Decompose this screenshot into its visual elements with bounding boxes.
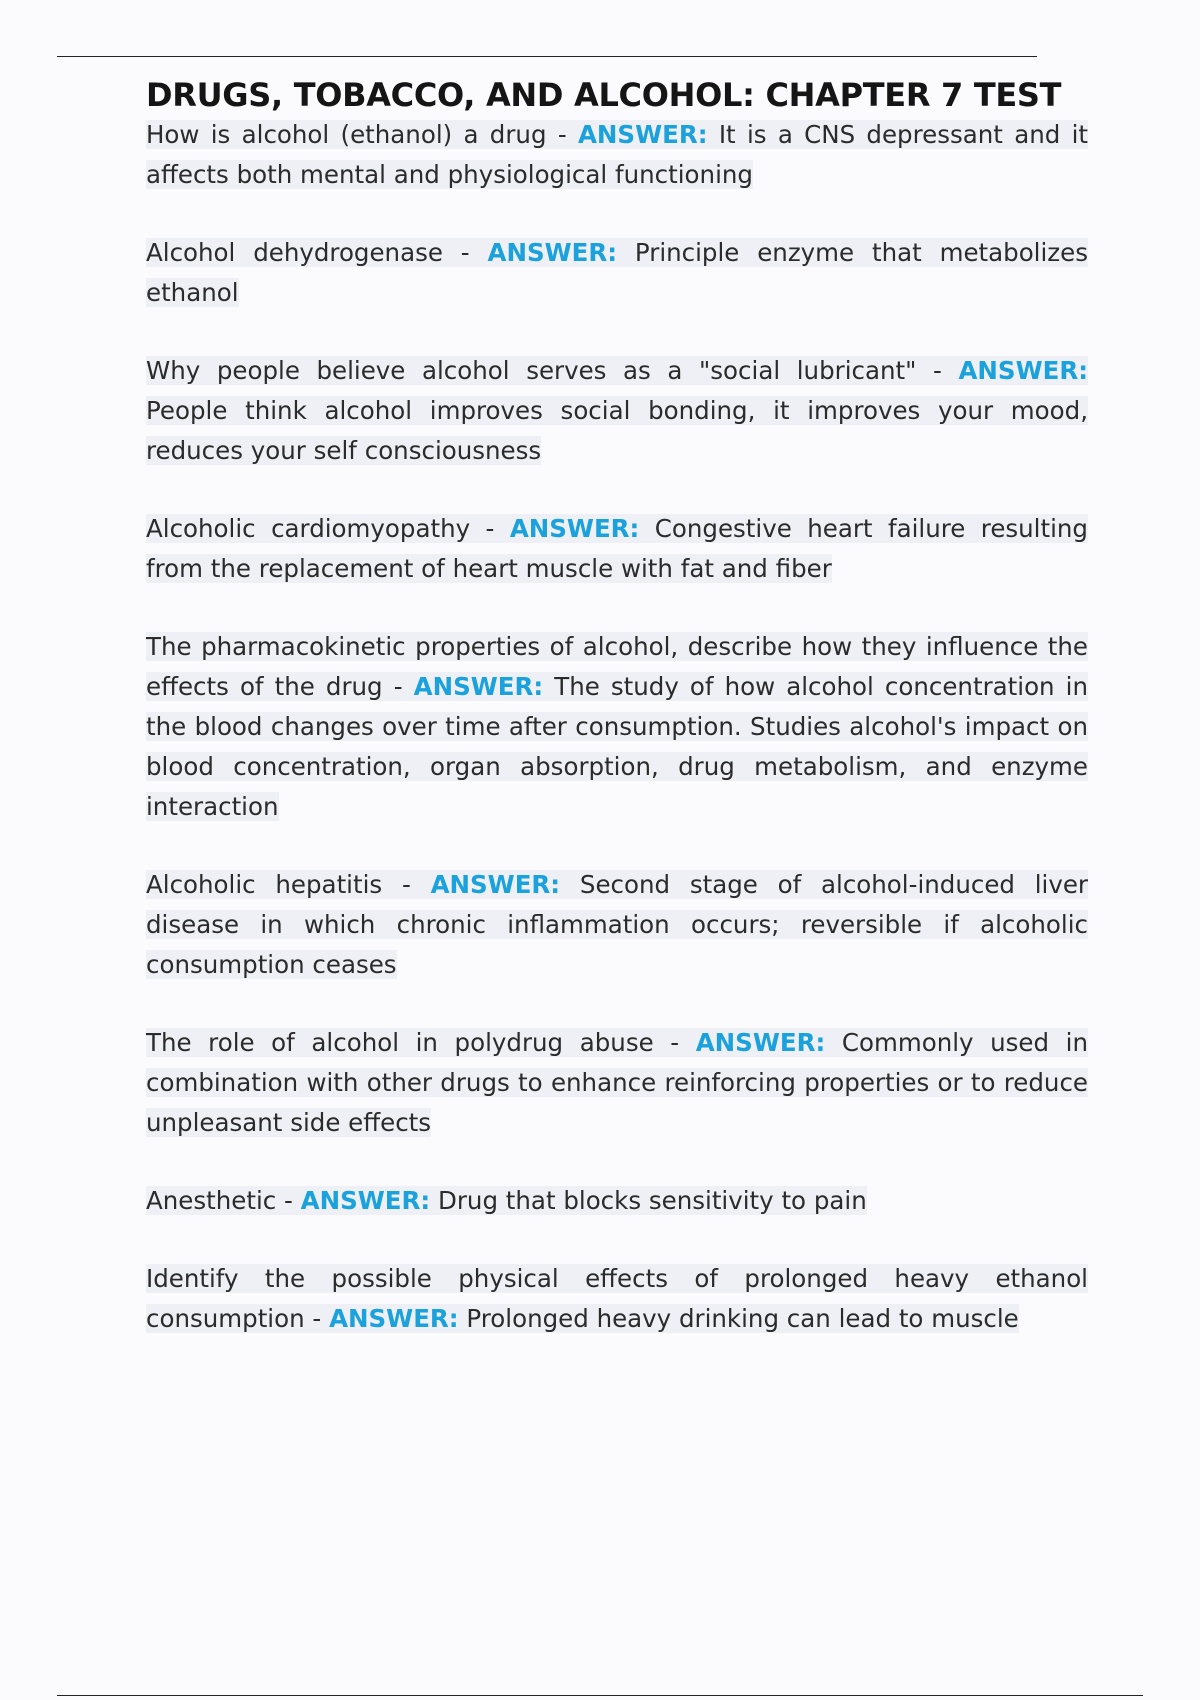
qa-item [146, 1023, 1088, 1143]
separator: - [470, 514, 510, 543]
answer-label: ANSWER: [958, 356, 1088, 385]
answer-text: People think alcohol improves social bonding, it improves your mood, reduces your self consciousness [146, 396, 1088, 465]
separator: - [442, 238, 488, 267]
answer-text: Commonly used in combination with other drugs to enhance reinforcing properties or to reduce unpleasant side effects [146, 1028, 1088, 1137]
answer-label: ANSWER: [329, 1304, 459, 1333]
qa-item [146, 509, 1088, 589]
qa-item [146, 351, 1088, 471]
qa-item [146, 865, 1088, 985]
separator: - [653, 1028, 696, 1057]
document-body [146, 76, 1088, 1339]
answer-text: Prolonged heavy drinking can lead to muscle [466, 1304, 1019, 1333]
separator: - [382, 672, 414, 701]
qa-item [146, 1181, 1088, 1221]
question-text: Why people believe alcohol serves as a "social lubricant" [146, 356, 917, 385]
separator: - [916, 356, 959, 385]
separator: - [546, 120, 578, 149]
question-text: Anesthetic [146, 1186, 277, 1215]
question-text: Identify the possible physical effects of prolonged heavy ethanol consumption [146, 1264, 1088, 1333]
qa-item [146, 115, 1088, 195]
answer-text: The study of how alcohol concentration in the blood changes over time after consumption. Studies alcohol's impact on blood concentration, organ absorption, drug metabolism, and enzyme interaction [146, 672, 1088, 821]
answer-label: ANSWER: [300, 1186, 431, 1215]
qa-item [146, 627, 1088, 827]
answer-label: ANSWER: [695, 1028, 826, 1057]
answer-text: It is a CNS depressant and it affects both mental and physiological functioning [146, 120, 1088, 189]
answer-label: ANSWER: [487, 238, 618, 267]
answer-text: Congestive heart failure resulting from the replacement of heart muscle with fat and fiber [146, 514, 1088, 583]
separator: - [304, 1304, 330, 1333]
answer-text: Second stage of alcohol-induced liver disease in which chronic inflammation occurs; reversible if alcoholic consumption ceases [146, 870, 1088, 979]
qa-item [146, 233, 1088, 313]
qa-list [146, 115, 1088, 1339]
bottom-divider [57, 1695, 1143, 1696]
question-text: How is alcohol (ethanol) a drug [146, 120, 547, 149]
answer-label: ANSWER: [413, 672, 544, 701]
question-text: The role of alcohol in polydrug abuse [146, 1028, 654, 1057]
answer-label: ANSWER: [430, 870, 561, 899]
separator: - [276, 1186, 301, 1215]
top-divider [57, 56, 1037, 57]
answer-text: Principle enzyme that metabolizes ethanol [146, 238, 1088, 307]
question-text: Alcoholic hepatitis [146, 870, 383, 899]
page-title: DRUGS, TOBACCO, AND ALCOHOL: CHAPTER 7 TEST [146, 76, 1062, 114]
question-text: Alcohol dehydrogenase [146, 238, 443, 267]
answer-label: ANSWER: [577, 120, 708, 149]
answer-label: ANSWER: [509, 514, 640, 543]
question-text: The pharmacokinetic properties of alcohol, describe how they influence the effects of the drug [146, 632, 1088, 701]
answer-text: Drug that blocks sensitivity to pain [437, 1186, 867, 1215]
separator: - [382, 870, 431, 899]
question-text: Alcoholic cardiomyopathy [146, 514, 471, 543]
qa-item [146, 1259, 1088, 1339]
